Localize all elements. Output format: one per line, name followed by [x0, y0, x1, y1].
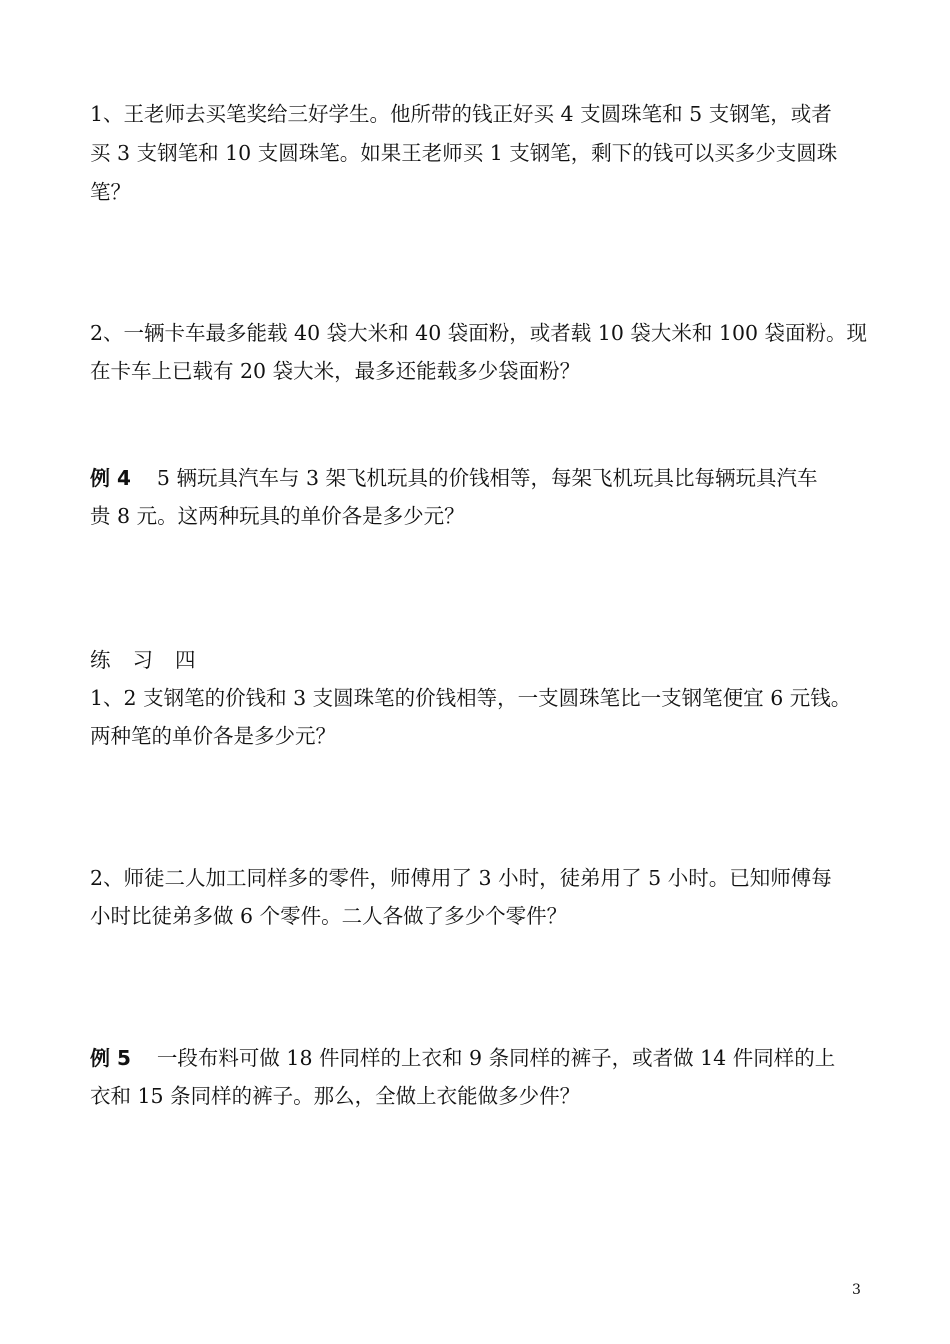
example-4-label: 例 4	[90, 466, 131, 490]
problem-1-line-2: 买 3 支钢笔和 10 支圆珠笔。如果王老师买 1 支钢笔，剩下的钱可以买多少支圆珠	[90, 141, 838, 165]
practice-q2-line-1: 2、师徒二人加工同样多的零件，师傅用了 3 小时，徒弟用了 5 小时。已知师傅每	[90, 866, 832, 890]
example-4-line-2: 贵 8 元。这两种玩具的单价各是多少元？	[90, 504, 465, 528]
example-5-text-1: 一段布料可做 18 件同样的上衣和 9 条同样的裤子，或者做 14 件同样的上	[156, 1046, 836, 1070]
problem-2-line-2: 在卡车上已载有 20 袋大米，最多还能载多少袋面粉？	[90, 359, 581, 383]
example-5-line-1	[90, 1048, 835, 1069]
example-5-label: 例 5	[90, 1046, 131, 1070]
problem-1-line-1: 1、王老师去买笔奖给三好学生。他所带的钱正好买 4 支圆珠笔和 5 支钢笔，或者	[90, 102, 832, 126]
problem-1-line-3: 笔？	[90, 180, 131, 204]
page-number: 3	[852, 1282, 861, 1298]
example-5-line-2: 衣和 15 条同样的裤子。那么，全做上衣能做多少件？	[90, 1084, 581, 1108]
practice-q2-line-2: 小时比徒弟多做 6 个零件。二人各做了多少个零件？	[90, 904, 568, 928]
practice-heading: 练习四	[90, 648, 218, 672]
example-4-text-1: 5 辆玩具汽车与 3 架飞机玩具的价钱相等，每架飞机玩具比每辆玩具汽车	[156, 466, 818, 490]
practice-q1-line-1: 1、2 支钢笔的价钱和 3 支圆珠笔的价钱相等，一支圆珠笔比一支钢笔便宜 6 元钱。	[90, 686, 852, 710]
practice-q1-line-2: 两种笔的单价各是多少元？	[90, 724, 336, 748]
problem-2-line-1: 2、一辆卡车最多能载 40 袋大米和 40 袋面粉，或者载 10 袋大米和 100 袋面粉。现	[90, 321, 868, 345]
example-4-line-1	[90, 468, 818, 489]
